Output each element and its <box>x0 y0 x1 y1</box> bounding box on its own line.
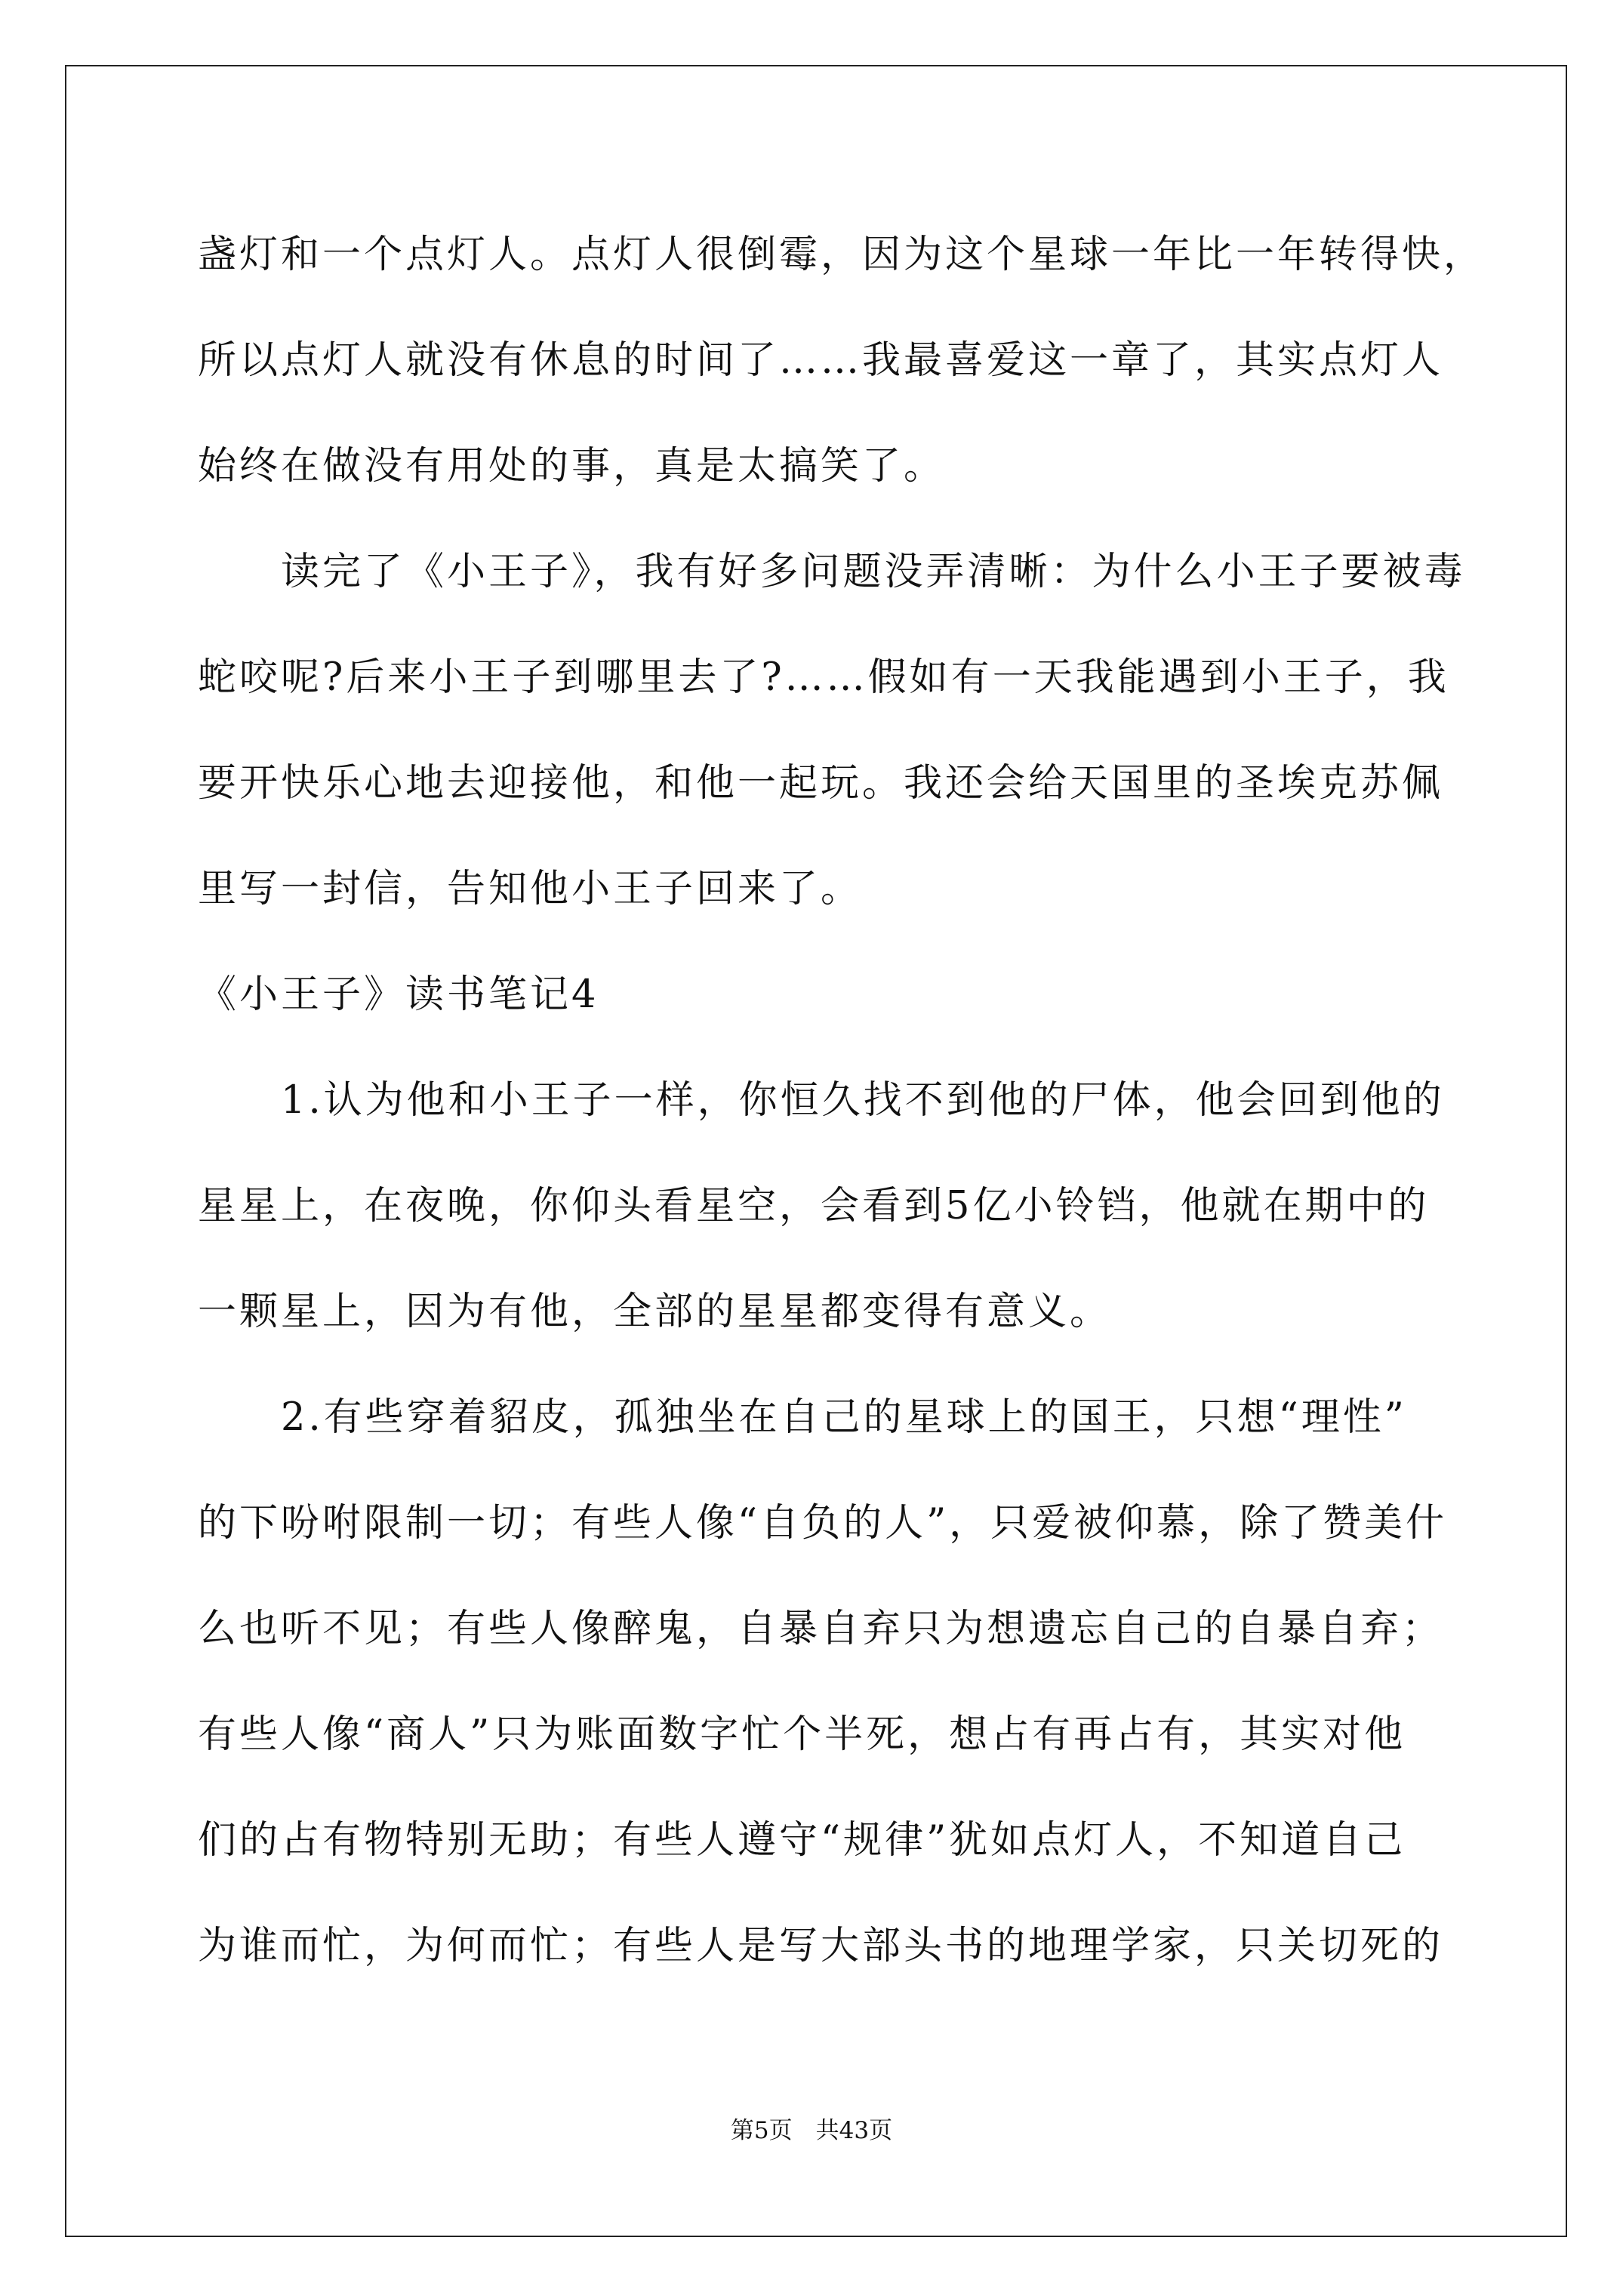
text-line-5: 蛇咬呢?后来小王子到哪里去了?……假如有一天我能遇到小王子，我 <box>198 655 1449 700</box>
page-footer: 第5页 共43页 <box>730 2117 893 2144</box>
text-line-3: 始终在做没有用处的事，真是太搞笑了。 <box>198 444 946 488</box>
text-line-12: 2.有些穿着貂皮，孤独坐在自己的星球上的国王，只想“理性” <box>198 1395 1407 1440</box>
text-line-16: 们的占有物特别无助；有些人遵守“规律”犹如点灯人，不知道自己 <box>198 1818 1406 1863</box>
text-line-9: 1.认为他和小王子一样，你恒久找不到他的尸体，他会回到他的 <box>198 1078 1445 1123</box>
text-line-14: 么也听不见；有些人像醉鬼，自暴自弃只为想遗忘自己的自暴自弃； <box>198 1607 1444 1651</box>
text-line-2: 所以点灯人就没有休息的时间了……我最喜爱这一章了，其实点灯人 <box>198 338 1444 383</box>
text-line-4: 读完了《小王子》，我有好多问题没弄清晰：为什么小王子要被毒 <box>198 550 1466 594</box>
text-line-10: 星星上，在夜晚，你仰头看星空，会看到5亿小铃铛，他就在期中的 <box>198 1184 1430 1228</box>
text-line-13: 的下吩咐限制一切；有些人像“自负的人”，只爱被仰慕，除了赞美什 <box>198 1501 1448 1546</box>
text-line-7: 里写一封信，告知他小王子回来了。 <box>198 867 863 911</box>
text-line-1: 盏灯和一个点灯人。点灯人很倒霉，因为这个星球一年比一年转得快， <box>198 233 1486 277</box>
text-line-15: 有些人像“商人”只为账面数字忙个半死，想占有再占有，其实对他 <box>198 1712 1406 1757</box>
text-line-6: 要开快乐心地去迎接他，和他一起玩。我还会给天国里的圣埃克苏佩 <box>198 761 1444 806</box>
document-body <box>198 202 1486 1999</box>
text-line-11: 一颗星上，因为有他，全部的星星都变得有意义。 <box>198 1290 1112 1334</box>
text-line-17: 为谁而忙，为何而忙；有些人是写大部头书的地理学家，只关切死的 <box>198 1924 1444 1968</box>
section-heading: 《小王子》读书笔记4 <box>198 972 599 1017</box>
